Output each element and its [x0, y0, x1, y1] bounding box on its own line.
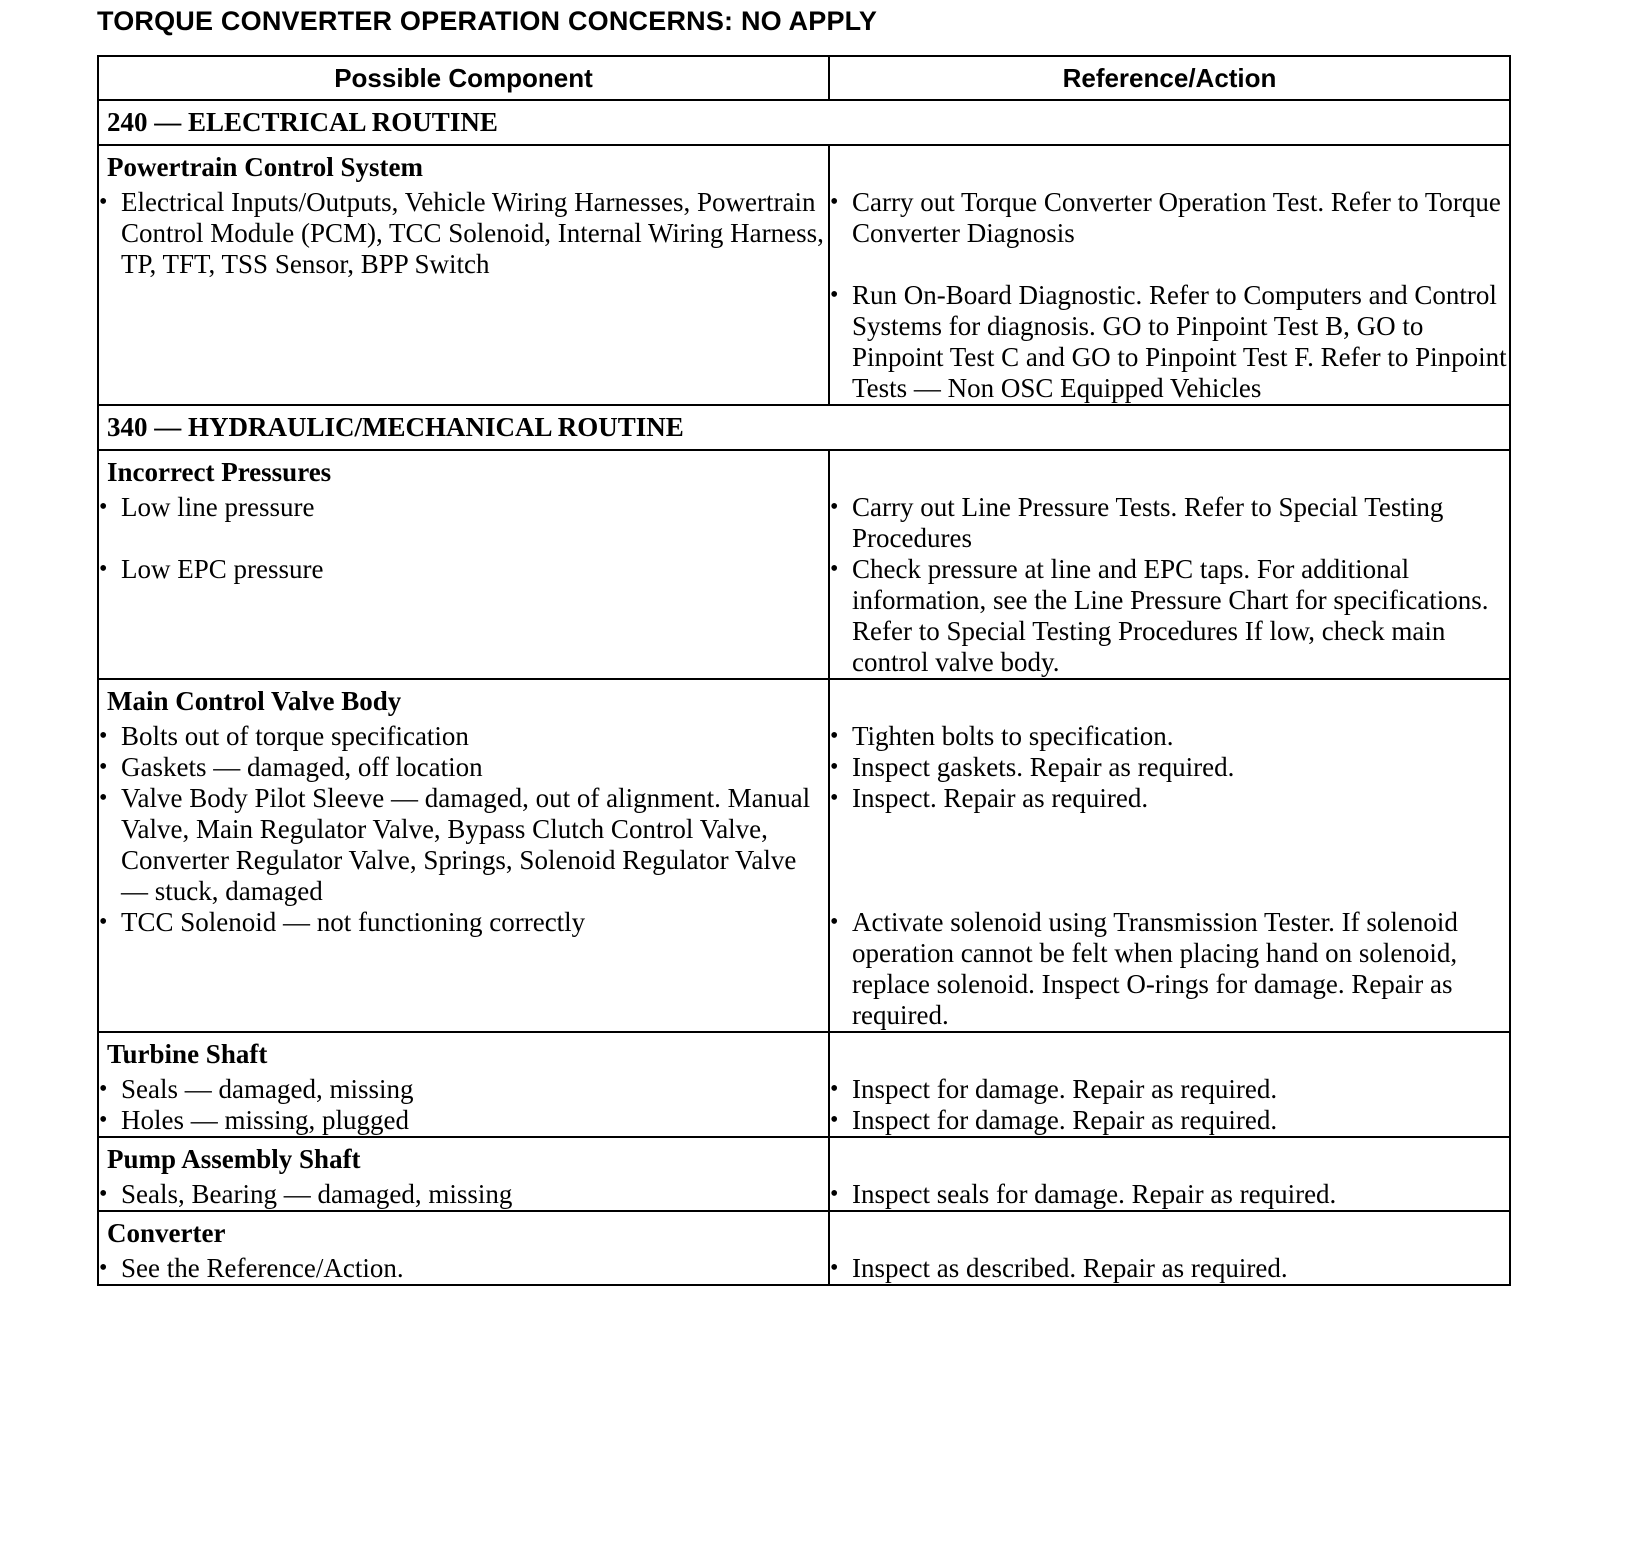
action-cell [829, 1074, 1510, 1105]
component-text: Low EPC pressure [121, 554, 324, 584]
component-bullet-item [99, 1253, 828, 1284]
component-bullet-item [99, 783, 828, 907]
bullet-icon: • [830, 556, 839, 582]
bullet-icon: • [830, 785, 839, 811]
group-row [98, 1211, 1510, 1253]
group-title: Converter [98, 1211, 829, 1253]
action-cell [829, 492, 1510, 554]
column-header-action: Reference/Action [829, 56, 1510, 100]
section-row [98, 405, 1510, 450]
component-cell [98, 783, 829, 907]
component-bullet-item [99, 752, 828, 783]
group-title: Turbine Shaft [98, 1032, 829, 1074]
action-text: Inspect. Repair as required. [852, 783, 1149, 813]
action-bullet-item [830, 783, 1509, 814]
table-row [98, 721, 1510, 752]
table-row [98, 1253, 1510, 1285]
section-row [98, 100, 1510, 145]
bullet-icon: • [99, 1255, 108, 1281]
action-cell [829, 1179, 1510, 1211]
action-text: Activate solenoid using Transmission Tester. If solenoid operation cannot be felt when placing hand on solenoid, replace solenoid. Inspect O-rings for damage. Repair as required. [852, 907, 1458, 1030]
action-cell [829, 783, 1510, 907]
component-cell [98, 907, 829, 1032]
bullet-icon: • [830, 1181, 839, 1207]
component-cell [98, 1179, 829, 1211]
action-cell [829, 187, 1510, 280]
bullet-icon: • [99, 1076, 108, 1102]
action-text: Inspect for damage. Repair as required. [852, 1105, 1278, 1135]
group-title-action-cell [829, 1211, 1510, 1253]
bullet-icon: • [830, 723, 839, 749]
component-bullet-item [99, 1105, 828, 1136]
component-cell [98, 1105, 829, 1137]
table-body [98, 100, 1510, 1285]
bullet-icon: • [830, 282, 839, 308]
group-title: Pump Assembly Shaft [98, 1137, 829, 1179]
table-row [98, 783, 1510, 907]
bullet-icon: • [99, 494, 108, 520]
group-title: Main Control Valve Body [98, 679, 829, 721]
group-title-action-cell [829, 450, 1510, 492]
action-cell [829, 1105, 1510, 1137]
action-text: Inspect seals for damage. Repair as required. [852, 1179, 1337, 1209]
component-cell [98, 280, 829, 405]
component-cell [98, 1253, 829, 1285]
action-bullet-item [830, 721, 1509, 752]
table-row [98, 187, 1510, 280]
bullet-icon: • [99, 189, 108, 215]
component-bullet-item [99, 1074, 828, 1105]
group-row [98, 1032, 1510, 1074]
group-title-action-cell [829, 1137, 1510, 1179]
component-text: Valve Body Pilot Sleeve — damaged, out of alignment. Manual Valve, Main Regulator Valve, Bypass Clutch Control Valve, Converter Regulator Valve, Springs, Solenoid Regulator Valve — stuck, damaged [121, 783, 811, 906]
component-text: TCC Solenoid — not functioning correctly [121, 907, 586, 937]
bullet-icon: • [99, 723, 108, 749]
action-text: Inspect for damage. Repair as required. [852, 1074, 1278, 1104]
component-text: Electrical Inputs/Outputs, Vehicle Wiring Harnesses, Powertrain Control Module (PCM), TCC Solenoid, Internal Wiring Harness, TP, TFT, TSS Sensor, BPP Switch [121, 187, 824, 279]
bullet-icon: • [830, 1107, 839, 1133]
action-text: Carry out Torque Converter Operation Test. Refer to Torque Converter Diagnosis [852, 187, 1501, 248]
bullet-icon: • [830, 754, 839, 780]
component-text: See the Reference/Action. [121, 1253, 404, 1283]
bullet-icon: • [99, 1181, 108, 1207]
action-bullet-item [830, 187, 1509, 249]
bullet-icon: • [99, 909, 108, 935]
table-row [98, 752, 1510, 783]
bullet-icon: • [99, 785, 108, 811]
action-bullet-item [830, 492, 1509, 554]
bullet-icon: • [99, 754, 108, 780]
table-row [98, 1105, 1510, 1137]
column-header-component: Possible Component [98, 56, 829, 100]
action-cell [829, 721, 1510, 752]
action-bullet-item [830, 1074, 1509, 1105]
group-row [98, 145, 1510, 187]
action-bullet-item [830, 1253, 1509, 1284]
table-header-row [98, 56, 1510, 100]
component-text: Gaskets — damaged, off location [121, 752, 483, 782]
action-text: Tighten bolts to specification. [852, 721, 1174, 751]
action-cell [829, 280, 1510, 405]
action-bullet-item [830, 554, 1509, 678]
bullet-icon: • [830, 1076, 839, 1102]
action-bullet-item [830, 1105, 1509, 1136]
action-cell [829, 554, 1510, 679]
component-cell [98, 721, 829, 752]
action-cell [829, 907, 1510, 1032]
component-text: Holes — missing, plugged [121, 1105, 409, 1135]
action-cell [829, 1253, 1510, 1285]
component-cell [98, 1074, 829, 1105]
group-row [98, 679, 1510, 721]
component-cell [98, 187, 829, 280]
bullet-icon: • [99, 556, 108, 582]
action-bullet-item [830, 907, 1509, 1031]
component-cell [98, 554, 829, 679]
bullet-icon: • [830, 494, 839, 520]
table-row [98, 554, 1510, 679]
action-cell [829, 752, 1510, 783]
component-bullet-item [99, 721, 828, 752]
page-title: TORQUE CONVERTER OPERATION CONCERNS: NO APPLY [97, 6, 878, 36]
action-bullet-item [830, 1179, 1509, 1210]
section-heading: 340 — HYDRAULIC/MECHANICAL ROUTINE [98, 405, 1510, 450]
group-title: Incorrect Pressures [98, 450, 829, 492]
component-bullet-item [99, 1179, 828, 1210]
group-title: Powertrain Control System [98, 145, 829, 187]
bullet-icon: • [830, 1255, 839, 1281]
component-bullet-item [99, 554, 828, 585]
group-title-action-cell [829, 679, 1510, 721]
action-bullet-item [830, 752, 1509, 783]
component-bullet-item [99, 187, 828, 280]
component-text: Seals — damaged, missing [121, 1074, 414, 1104]
component-text: Low line pressure [121, 492, 315, 522]
bullet-icon: • [99, 1107, 108, 1133]
action-text: Run On-Board Diagnostic. Refer to Computers and Control Systems for diagnosis. GO to Pinpoint Test B, GO to Pinpoint Test C and GO to Pinpoint Test F. Refer to Pinpoint Tests — Non OSC Equipped Vehicles [852, 280, 1507, 403]
component-cell [98, 752, 829, 783]
action-text: Inspect gaskets. Repair as required. [852, 752, 1235, 782]
table-row [98, 492, 1510, 554]
table-row [98, 1179, 1510, 1211]
bullet-icon: • [830, 189, 839, 215]
action-bullet-item [830, 280, 1509, 404]
group-row [98, 1137, 1510, 1179]
table-row [98, 907, 1510, 1032]
diagnostic-table [97, 55, 1511, 1286]
section-heading: 240 — ELECTRICAL ROUTINE [98, 100, 1510, 145]
component-text: Bolts out of torque specification [121, 721, 469, 751]
component-bullet-item [99, 907, 828, 938]
component-cell [98, 492, 829, 554]
table-row [98, 1074, 1510, 1105]
group-title-action-cell [829, 145, 1510, 187]
group-title-action-cell [829, 1032, 1510, 1074]
group-row [98, 450, 1510, 492]
bullet-icon: • [830, 909, 839, 935]
action-text: Inspect as described. Repair as required. [852, 1253, 1288, 1283]
table-row [98, 280, 1510, 405]
action-text: Carry out Line Pressure Tests. Refer to Special Testing Procedures [852, 492, 1444, 553]
action-text: Check pressure at line and EPC taps. For additional information, see the Line Pressure Chart for specifications. Refer to Special Testing Procedures If low, check main control valve body. [852, 554, 1489, 677]
component-bullet-item [99, 492, 828, 523]
component-text: Seals, Bearing — damaged, missing [121, 1179, 513, 1209]
